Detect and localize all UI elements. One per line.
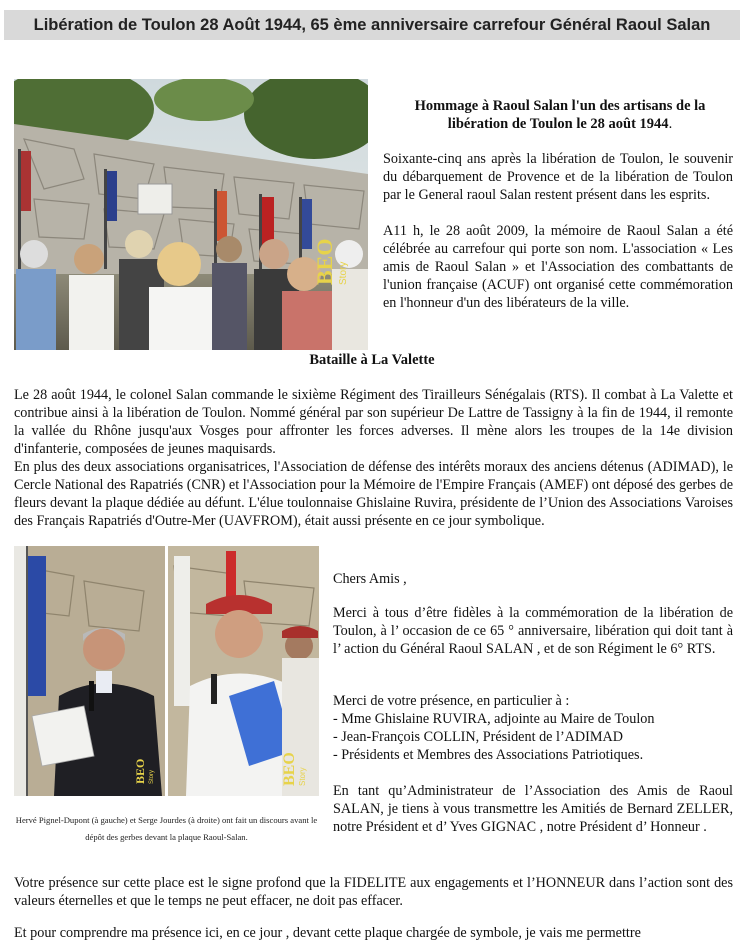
photo1-watermark: BEO <box>312 238 337 285</box>
letter-paragraph-2: En tant qu’Administrateur de l’Association des Amis de Raoul SALAN, je tiens à vous transmettre les Amitiés de Bernard ZELLER, notre Président et d’ Yves GIGNAC , notre Président d’ Honneur . <box>333 783 733 835</box>
letter-thanks-intro: Merci de votre présence, en particulier à : <box>333 693 570 709</box>
letter-greeting: Chers Amis , <box>333 571 407 587</box>
thanks-item: - Jean-François COLLIN, Président de l’ADIMAD <box>333 729 623 745</box>
ceremony-photo <box>14 79 368 350</box>
page-title-banner <box>4 10 740 40</box>
thanks-item: - Présidents et Membres des Associations Patriotiques. <box>333 747 644 763</box>
letter-paragraph-1: Merci à tous d’être fidèles à la commémoration de la libération de Toulon, à l’ occasion de ce 65 ° anniversaire, libération qui doit tant à l’ action du Général Raoul SALAN , et de son Régiment le 6° RTS. <box>333 605 733 657</box>
section1-heading: Hommage à Raoul Salan l'un des artisans de la libération de Toulon le 28 août 1944. <box>414 98 706 132</box>
section1-paragraph-1: Soixante-cinq ans après la libération de Toulon, le souvenir du débarquement de Provence et de la libération de Toulon par le General raoul Salan restent présent dans les esprits. <box>383 151 733 203</box>
page-title: Libération de Toulon 28 Août 1944, 65 ème anniversaire carrefour Général Raoul Salan <box>33 16 711 34</box>
section2-paragraph-1: Le 28 août 1944, le colonel Salan commande le sixième Régiment des Tirailleurs Sénégalais (RTS). Il combat à La Valette et contribue ainsi à la libération de Toulon. Nommé général par son supérieur De Lattre de Tassigny à la fin de 1944, il remonte la vallée du Rhône jusqu'aux Vosges pour affronter les forces adverses. Il mène alors les troupes de la 14e division d'infanterie, composées de jeunes maquisards. <box>14 387 733 457</box>
section2-heading: Bataille à La Valette <box>309 352 435 368</box>
photo1-watermark-sub: Story <box>338 261 349 285</box>
letter-thanks-list <box>333 710 733 764</box>
section1-paragraph-2: A11 h, le 28 août 2009, la mémoire de Raoul Salan a été célébrée au carrefour qui porte son nom. L'association « Les amis de Raoul Salan » et l'Association des combattants de l'union française (ACUF) ont organisé cette commémoration en l'honneur d'un des libérateurs de la ville. <box>383 223 733 311</box>
photo-caption: Hervé Pignel-Dupont (à gauche) et Serge Jourdes (à droite) ont fait un discours avant le dépôt des gerbes devant la plaque Raoul-Salan. <box>15 815 318 842</box>
section2-paragraph-2: En plus des deux associations organisatrices, l'Association de défense des intérêts moraux des anciens détenus (ADIMAD), le Cercle National des Rapatriés (CNR) et l'Association pour la Mémoire de l'Empire Français (AMEF) ont déposé des gerbes de fleurs devant la plaque dédiée au défunt. L'élue toulonnaise Ghislaine Ruvira, présidente de l’Union des Associations Varoises des Français Rapatriés d'Outre-Mer (UAVFROM), était aussi présente en ce jour symbolique. <box>14 459 733 529</box>
photo2-watermark-left: BEO <box>133 758 147 784</box>
photo2-watermark-right: BEO <box>281 752 298 786</box>
letter-paragraph-4: Et pour comprendre ma présence ici, en ce jour , devant cette plaque chargée de symbole, je vais me permettre <box>14 925 641 941</box>
photo2-watermark-left-sub: Story <box>149 769 155 784</box>
photo2-watermark-right-sub: Story <box>298 767 307 786</box>
thanks-item: - Mme Ghislaine RUVIRA, adjointe au Maire de Toulon <box>333 711 655 727</box>
speakers-photo <box>14 546 319 796</box>
letter-paragraph-3: Votre présence sur cette place est le signe profond que la FIDELITE aux engagements et l’HONNEUR dans l’action sont des valeurs éternelles et que le temps ne peut effacer, ne doit pas effacer. <box>14 875 733 909</box>
